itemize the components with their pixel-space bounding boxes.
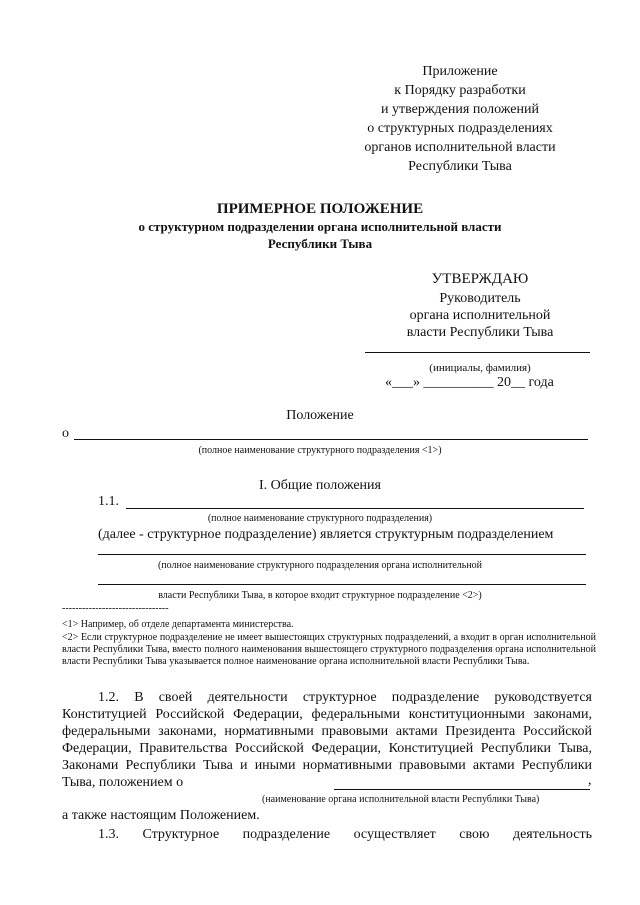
- clause-12-tail: а также настоящим Положением.: [62, 808, 260, 823]
- approve-heading: УТВЕРЖДАЮ: [431, 271, 529, 287]
- approve-date: «___» __________ 20__ года: [385, 375, 554, 390]
- appendix-line: к Порядку разработки: [394, 83, 526, 98]
- approve-line: власти Республики Тыва: [406, 325, 554, 340]
- clause-12-body: 1.2. В своей деятельности структурное подразделение руководствуется Конституцией Российской Федерации, федеральными конституционными законами, федеральными законами, нормативными правовыми актами Президента Российской Федерации, Правительства Российской Федерации, Конституцией Республики Тыва, Законами Республики Тыва и иными нормативными правовыми актами Республики Тыва, положением о: [62, 690, 592, 790]
- clause-11-line: [126, 508, 584, 509]
- appendix-line: органов исполнительной власти: [364, 140, 556, 155]
- parent-unit-line-2: [98, 584, 586, 585]
- appendix-line: Республики Тыва: [408, 159, 512, 174]
- polozhenie-caption: (полное наименование структурного подразделения <1>): [198, 445, 442, 456]
- clause-12-line: [334, 789, 590, 790]
- appendix-line: о структурных подразделениях: [367, 121, 553, 136]
- clause-12-comma: ,: [588, 773, 592, 788]
- clause-12-text: [62, 689, 592, 791]
- footnote-separator: --------------------------------: [62, 603, 169, 614]
- document-subtitle: о структурном подразделении органа исполнительной власти: [138, 219, 502, 234]
- footnote-1: <1> Например, об отделе департамента министерства.: [62, 619, 294, 630]
- approve-line: Руководитель: [439, 291, 521, 306]
- signature-line: [365, 352, 590, 353]
- section-heading: I. Общие положения: [259, 478, 381, 493]
- approve-line: органа исполнительной: [409, 308, 551, 323]
- clause-12-caption: (наименование органа исполнительной власти Республики Тыва): [262, 794, 540, 805]
- appendix-line: Приложение: [422, 64, 498, 79]
- document-subtitle-2: Республики Тыва: [267, 236, 373, 251]
- clause-13-text: 1.3. Структурное подразделение осуществляет свою деятельность: [98, 827, 592, 842]
- polozhenie-name-line: [74, 439, 588, 440]
- parent-unit-caption-1: (полное наименование структурного подразделения органа исполнительной: [157, 560, 483, 571]
- parent-unit-line-1: [98, 554, 586, 555]
- clause-number: 1.1.: [98, 494, 119, 509]
- clause-11-text: (далее - структурное подразделение) является структурным подразделением: [98, 527, 554, 542]
- document-title: ПРИМЕРНОЕ ПОЛОЖЕНИЕ: [216, 201, 424, 217]
- footnote-2: <2> Если структурное подразделение не имеет вышестоящих структурных подразделений, а входит в орган исполнительной власти Республики Тыва, вместо полного наименования вышестоящего структурного подразделения органа исполнительной власти Республики Тыва указывается полное наименование органа исполнительной власти Республики Тыва.: [62, 632, 596, 667]
- initials-caption: (инициалы, фамилия): [429, 362, 531, 374]
- appendix-line: и утверждения положений: [381, 102, 539, 117]
- polozhenie-prefix: о: [62, 426, 69, 441]
- clause-11-caption: (полное наименование структурного подразделения): [207, 513, 433, 524]
- parent-unit-caption-2: власти Республики Тыва, в которое входит структурное подразделение <2>): [158, 590, 482, 601]
- polozhenie-heading: Положение: [286, 408, 354, 423]
- appendix-block: [340, 62, 580, 176]
